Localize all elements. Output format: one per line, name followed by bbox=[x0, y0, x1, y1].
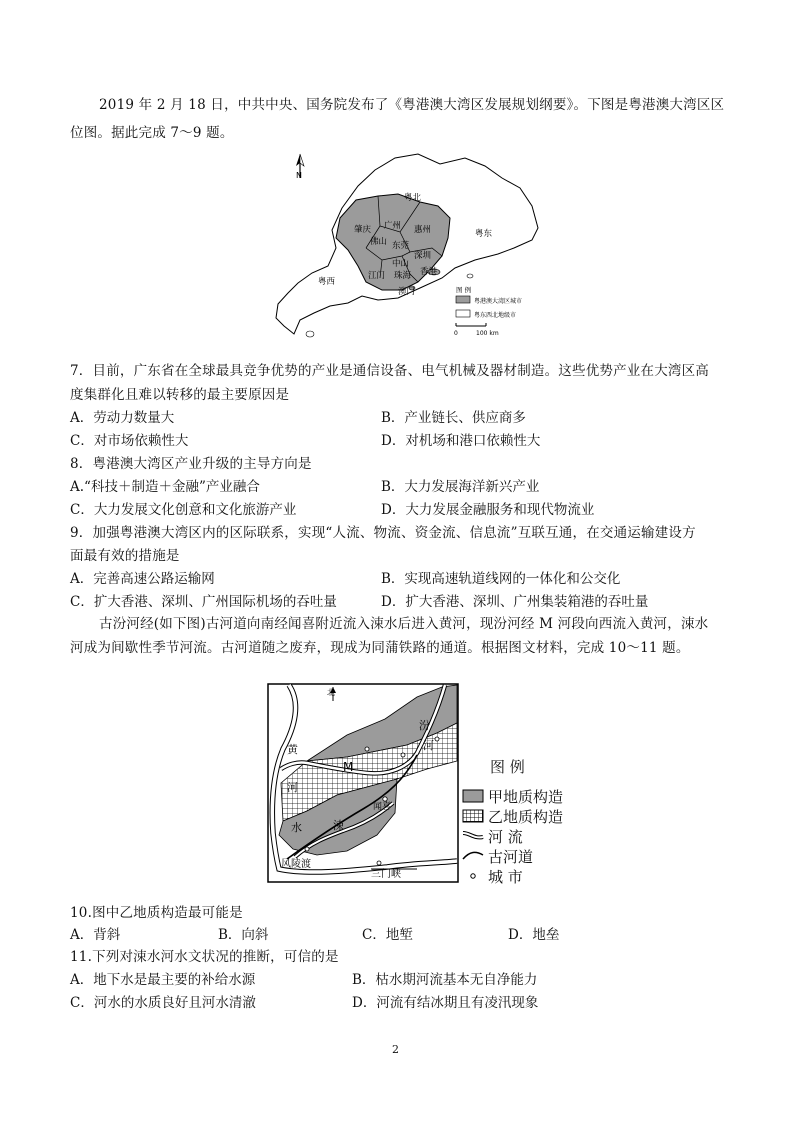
q8-option-b: B．大力发展海洋新兴产业 bbox=[381, 479, 540, 495]
map2-legend-title: 图 例 bbox=[490, 758, 525, 776]
q11-option-b: B．枯水期河流基本无自净能力 bbox=[352, 972, 538, 988]
map2-label-m: M bbox=[343, 760, 354, 774]
map2-label-shui: 水 bbox=[291, 821, 302, 834]
map2-label-wenxi: 闻喜 bbox=[373, 802, 392, 812]
q9-option-c: C．扩大香港、深圳、广州国际机场的吞吐量 bbox=[70, 594, 337, 610]
map2-label-fenglingdu: 风陵渡 bbox=[281, 859, 311, 870]
legend-item-jia: 甲地质构造 bbox=[488, 787, 564, 806]
region-label: 中山 bbox=[392, 259, 410, 269]
q11-option-c: C．河水的水质良好且河水清澈 bbox=[70, 995, 256, 1011]
map1-scale-zero: 0 bbox=[454, 330, 458, 337]
q8-option-c: C．大力发展文化创意和文化旅游产业 bbox=[70, 502, 297, 518]
legend-item-river: 河 流 bbox=[488, 827, 523, 846]
map2-north-label: 北 bbox=[327, 688, 335, 697]
map2-legend bbox=[462, 756, 612, 886]
intro2-line1: 古汾河经(如下图)古河道向南经闻喜附近流入涑水后进入黄河，现汾河经 M 河段向西流入黄河，涑水 bbox=[99, 616, 709, 632]
q7-option-b: B．产业链长、供应商多 bbox=[381, 410, 526, 426]
region-label: 深圳 bbox=[414, 251, 432, 261]
fen-river-map bbox=[267, 683, 459, 883]
q10-stem: 10.图中乙地质构造最可能是 bbox=[70, 905, 243, 921]
map1-legend-title: 图 例 bbox=[456, 286, 472, 294]
map1-scale-label: 100 km bbox=[476, 330, 499, 337]
region-label: 江门 bbox=[368, 271, 386, 281]
map2-label-he: 河 bbox=[287, 781, 298, 794]
map2-label-huang: 黄 bbox=[287, 743, 298, 756]
map2-label-sanmenxia: 三门峡 bbox=[371, 869, 401, 880]
region-label: 澳门 bbox=[398, 287, 416, 297]
q9-option-a: A．完善高速公路运输网 bbox=[70, 571, 215, 587]
q7-option-c: C．对市场依赖性大 bbox=[70, 433, 189, 449]
q9-option-b: B．实现高速轨道线网的一体化和公交化 bbox=[381, 571, 621, 587]
region-label: 惠州 bbox=[414, 225, 432, 235]
legend-river-icon bbox=[462, 829, 484, 843]
legend-jia-swatch-icon bbox=[462, 789, 484, 803]
region-label: 肇庆 bbox=[354, 225, 372, 235]
q9-option-d: D．扩大香港、深圳、广州集装箱港的吞吐量 bbox=[381, 594, 649, 610]
legend-yi-swatch-icon bbox=[462, 809, 484, 823]
map1-north-label: N bbox=[296, 171, 302, 180]
q11-option-a: A．地下水是最主要的补给水源 bbox=[70, 972, 256, 988]
legend-item-yi: 乙地质构造 bbox=[488, 807, 564, 826]
q7-option-d: D．对机场和港口依赖性大 bbox=[381, 433, 541, 449]
intro1-line2: 位图。据此完成 7～9 题。 bbox=[70, 125, 234, 141]
region-label: 广州 bbox=[384, 221, 402, 231]
map2-label-he2: 河 bbox=[423, 739, 434, 752]
region-label: 佛山 bbox=[370, 237, 388, 247]
region-label: 粤东 bbox=[475, 229, 493, 239]
region-label: 粤西 bbox=[318, 277, 336, 287]
map2-label-fen: 汾 bbox=[419, 719, 430, 732]
legend-ancient-river-icon bbox=[462, 849, 484, 863]
region-label: 珠海 bbox=[394, 271, 412, 281]
q8-option-a: A.“科技＋制造＋金融”产业融合 bbox=[70, 479, 260, 495]
map1-legend-item: 粤港澳大湾区城市 bbox=[474, 298, 523, 305]
region-label: 东莞 bbox=[392, 241, 410, 251]
q7-stem-line2: 度集群化且难以转移的最主要原因是 bbox=[70, 387, 290, 403]
map1-legend bbox=[454, 285, 522, 337]
q8-stem: 8．粤港澳大湾区产业升级的主导方向是 bbox=[70, 456, 312, 472]
greater-bay-area-map bbox=[270, 148, 570, 348]
legend-item-ancient-river: 古河道 bbox=[488, 847, 534, 866]
intro1-line1: 2019 年 2 月 18 日，中共中央、国务院发布了《粤港澳大湾区发展规划纲要》。下图是粤港澳大湾区区 bbox=[99, 97, 725, 113]
q10-option-b: B．向斜 bbox=[218, 927, 269, 943]
q8-option-d: D．大力发展金融服务和现代物流业 bbox=[381, 502, 595, 518]
intro2-line2: 河成为间歇性季节河流。古河道随之废弃，现成为同蒲铁路的通道。根据图文材料，完成 10～11 题。 bbox=[70, 640, 690, 656]
q9-stem-line2: 面最有效的措施是 bbox=[70, 548, 180, 564]
legend-item-city: 城 市 bbox=[488, 867, 523, 886]
q10-option-d: D．地垒 bbox=[508, 927, 560, 943]
q10-option-a: A．背斜 bbox=[70, 927, 121, 943]
q7-option-a: A．劳动力数量大 bbox=[70, 410, 175, 426]
page-number: 2 bbox=[392, 1043, 399, 1056]
q7-stem-line1: 7．目前，广东省在全球最具竞争优势的产业是通信设备、电气机械及器材制造。这些优势产业在大湾区高 bbox=[70, 363, 709, 379]
q9-stem-line1: 9．加强粤港澳大湾区内的区际联系，实现“人流、物流、资金流、信息流”互联互通，在交通运输建设方 bbox=[70, 525, 696, 541]
q10-option-c: C．地堑 bbox=[362, 927, 413, 943]
q11-stem: 11.下列对涑水河水文状况的推断，可信的是 bbox=[70, 949, 339, 965]
region-label: 粤北 bbox=[404, 193, 422, 203]
legend-city-icon bbox=[462, 869, 484, 883]
map2-label-su: 涑 bbox=[333, 819, 344, 832]
map1-legend-item: 粤东西北地级市 bbox=[474, 312, 517, 319]
q11-option-d: D．河流有结冰期且有凌汛现象 bbox=[352, 995, 539, 1011]
region-label: 香港 bbox=[420, 267, 438, 277]
